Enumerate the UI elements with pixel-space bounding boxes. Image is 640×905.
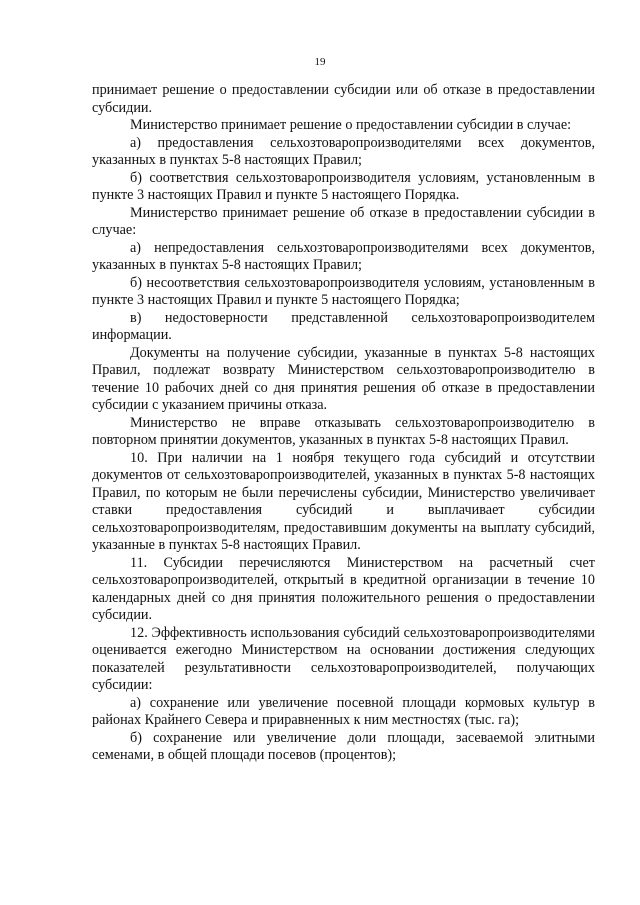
paragraph: 12. Эффективность использования субсидий сельхозтоваропроизводителями оценивается ежегодно Министерством на основании достижения следующих показателей результативности сельхозтоваропроизводителей, получающих субсидии: xyxy=(92,624,595,693)
paragraph: а) предоставления сельхозтоваропроизводителями всех документов, указанных в пунктах 5-8 настоящих Правил; xyxy=(92,134,595,168)
paragraph: Министерство принимает решение об отказе в предоставлении субсидии в случае: xyxy=(92,204,595,238)
paragraph: 11. Субсидии перечисляются Министерством на расчетный счет сельхозтоваропроизводителей, открытый в кредитной организации в течение 10 календарных дней со дня принятия положительного решения о предоставлении субсидии. xyxy=(92,554,595,623)
paragraph: б) соответствия сельхозтоваропроизводителя условиям, установленным в пункте 3 настоящих Правил и пункте 5 настоящего Порядка. xyxy=(92,169,595,203)
paragraph: б) несоответствия сельхозтоваропроизводителя условиям, установленным в пункте 3 настоящих Правил и пункте 5 настоящего Порядка; xyxy=(92,274,595,308)
paragraph: 10. При наличии на 1 ноября текущего года субсидий и отсутствии документов от сельхозтоваропроизводителей, указанных в пунктах 5-8 настоящих Правил, по которым не были перечислены субсидии, Министерство увеличивает ставки предоставления субсидий и выплачивает субсидии сельхозтоваропроизводителям, предоставившим документы на выплату субсидий, указанные в пунктах 5-8 настоящих Правил. xyxy=(92,449,595,553)
paragraph: принимает решение о предоставлении субсидии или об отказе в предоставлении субсидии. xyxy=(92,82,595,116)
paragraph: а) сохранение или увеличение посевной площади кормовых культур в районах Крайнего Севера и приравненных к ним местностях (тыс. га); xyxy=(92,694,595,728)
paragraph: Документы на получение субсидии, указанные в пунктах 5-8 настоящих Правил, подлежат возврату Министерством сельхозтоваропроизводителю в течение 10 рабочих дней со дня принятия решения об отказе в предоставлении субсидии с указанием причины отказа. xyxy=(92,344,595,413)
paragraph: в) недостоверности представленной сельхозтоваропроизводителем информации. xyxy=(92,309,595,343)
paragraph: Министерство принимает решение о предоставлении субсидии в случае: xyxy=(130,117,572,133)
paragraph: а) непредоставления сельхозтоваропроизводителями всех документов, указанных в пунктах 5-8 настоящих Правил; xyxy=(92,239,595,273)
page-number: 19 xyxy=(314,56,326,68)
paragraph: Министерство не вправе отказывать сельхозтоваропроизводителю в повторном принятии документов, указанных в пунктах 5-8 настоящих Правил. xyxy=(92,414,595,448)
document-body xyxy=(92,82,595,765)
paragraph: б) сохранение или увеличение доли площади, засеваемой элитными семенами, в общей площади посевов (процентов); xyxy=(92,729,595,763)
